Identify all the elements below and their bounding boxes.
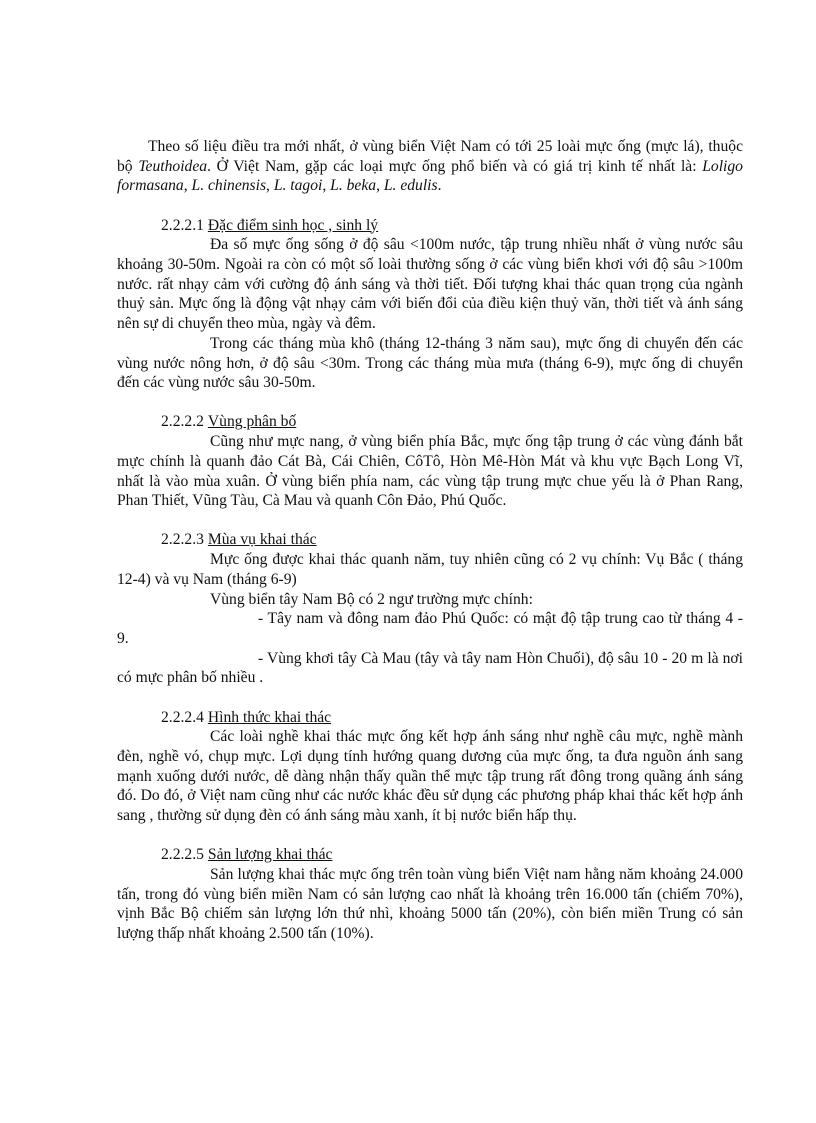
section-title: Vùng phân bố [207, 413, 297, 431]
section-heading [117, 845, 743, 865]
section-2-2-2-2 [117, 412, 743, 511]
intro-text-b: . Ở Việt Nam, gặp các loại mực ống phổ biến và có giá trị kinh tế nhất là: [207, 157, 703, 175]
section-title: Sản lượng khai thác [207, 846, 333, 864]
section-paragraph: Các loài nghề khai thác mực ống kết hợp ánh sáng như nghề câu mực, nghề mành đèn, nghề vó, chụp mực. Lợi dụng tính hướng quang dương của mực ống, ta đưa nguồn ánh sang mạnh xuống dưới nước, dễ dàng nhận thấy quần thể mực tập trung rất đông trong quầng ánh sáng đó. Do đó, ở Việt nam cũng như các nước khác đều sử dụng các phương pháp khai thác kết hợp ánh sang , thường sử dụng đèn có ánh sáng màu xanh, ít bị nước biển hấp thụ. [117, 728, 743, 825]
section-2-2-2-5 [117, 845, 743, 944]
intro-paragraph: Theo số liệu điều tra mới nhất, ở vùng biển Việt Nam có tới 25 loài mực ống (mực lá), thuộc bộ Teuthoidea. Ở Việt Nam, gặp các loại mực ống phổ biến và có giá trị kinh tế nhất là: Loligo formasana, L. chinensis, L. tagoi, L. beka, L. edulis. [117, 138, 743, 195]
document-page [117, 137, 743, 944]
section-paragraph: Trong các tháng mùa khô (tháng 12-tháng 3 năm sau), mực ống di chuyển đến các vùng nước nông hơn, ở độ sâu <30m. Trong các tháng mùa mưa (tháng 6-9), mực ống di chuyển đến các vùng nước sâu 30-50m. [117, 334, 743, 392]
section-number: 2.2.2.3 [161, 531, 204, 549]
section-heading [117, 412, 743, 432]
species-name: Loligo formasana [117, 157, 743, 195]
bullet-paragraph: - Vùng khơi tây Cà Mau (tây và tây nam Hòn Chuối), độ sâu 10 - 20 m là nơi có mực phân bố nhiều . [117, 649, 743, 687]
section-paragraph: Mực ống được khai thác quanh năm, tuy nhiên cũng có 2 vụ chính: Vụ Bắc ( tháng 12-4) và vụ Nam (tháng 6-9) [117, 551, 743, 588]
section-2-2-2-4 [117, 708, 743, 826]
section-heading [117, 708, 743, 728]
section-2-2-2-1 [117, 216, 743, 393]
order-name: Teuthoidea [138, 157, 208, 175]
species-name: L. chinensis [191, 177, 267, 195]
section-title: Mùa vụ khai thác [207, 531, 317, 549]
section-title: Hình thức khai thác [207, 708, 332, 726]
section-title: Đặc điểm sinh học , sinh lý [207, 216, 379, 234]
section-paragraph: Vùng biển tây Nam Bộ có 2 ngư trường mực chính: [210, 590, 533, 608]
intro-text-a: Theo số liệu điều tra mới nhất, ở vùng biển Việt Nam có tới 25 loài mực ống (mực lá), thuộc bộ [117, 138, 743, 175]
section-number: 2.2.2.2 [161, 413, 204, 431]
section-paragraph: Cũng như mực nang, ở vùng biển phía Bắc, mực ống tập trung ở các vùng đánh bắt mực chính là quanh đảo Cát Bà, Cái Chiên, CôTô, Hòn Mê-Hòn Mát và khu vực Bạch Long Vĩ, nhất là vào mùa xuân. Ở vùng biển phía nam, các vùng tập trung mực chue yếu là ở Phan Rang, Phan Thiết, Vũng Tàu, Cà Mau và quanh Côn Đảo, Phú Quốc. [117, 433, 743, 510]
section-heading [117, 216, 743, 236]
species-name: L. edulis [383, 177, 438, 195]
section-paragraph: Sản lượng khai thác mực ống trên toàn vùng biển Việt nam hằng năm khoảng 24.000 tấn, trong đó vùng biển miền Nam có sản lượng cao nhất là khoảng trên 16.000 tấn (chiếm 70%), vịnh Bắc Bộ chiếm sản lượng lớn thứ nhì, khoảng 5000 tấn (20%), còn biển miền Trung có sản lượng thấp nhất khoảng 2.500 tấn (10%). [117, 866, 743, 943]
species-name: L. beka [330, 177, 377, 195]
section-number: 2.2.2.5 [161, 846, 204, 864]
species-name: L. tagoi [273, 177, 323, 195]
section-2-2-2-3 [117, 530, 743, 688]
section-number: 2.2.2.4 [161, 708, 204, 726]
section-heading [117, 530, 743, 550]
section-number: 2.2.2.1 [161, 216, 204, 234]
bullet-paragraph: - Tây nam và đông nam đảo Phú Quốc: có mật độ tập trung cao từ tháng 4 - 9. [117, 610, 743, 647]
section-paragraph: Đa số mực ống sống ở độ sâu <100m nước, tập trung nhiều nhất ở vùng nước sâu khoảng 30-50m. Ngoài ra còn có một số loài thường sống ở các vùng biển khơi với độ sâu >100m nước. rất nhạy cảm với cường độ ánh sáng và thời tiết. Đối tượng khai thác quan trọng của ngành thuỷ sản. Mực ống là động vật nhạy cảm với biến đổi của điều kiện thuỷ văn, thời tiết và ánh sáng nên sự di chuyển theo mùa, ngày và đêm. [117, 236, 743, 333]
